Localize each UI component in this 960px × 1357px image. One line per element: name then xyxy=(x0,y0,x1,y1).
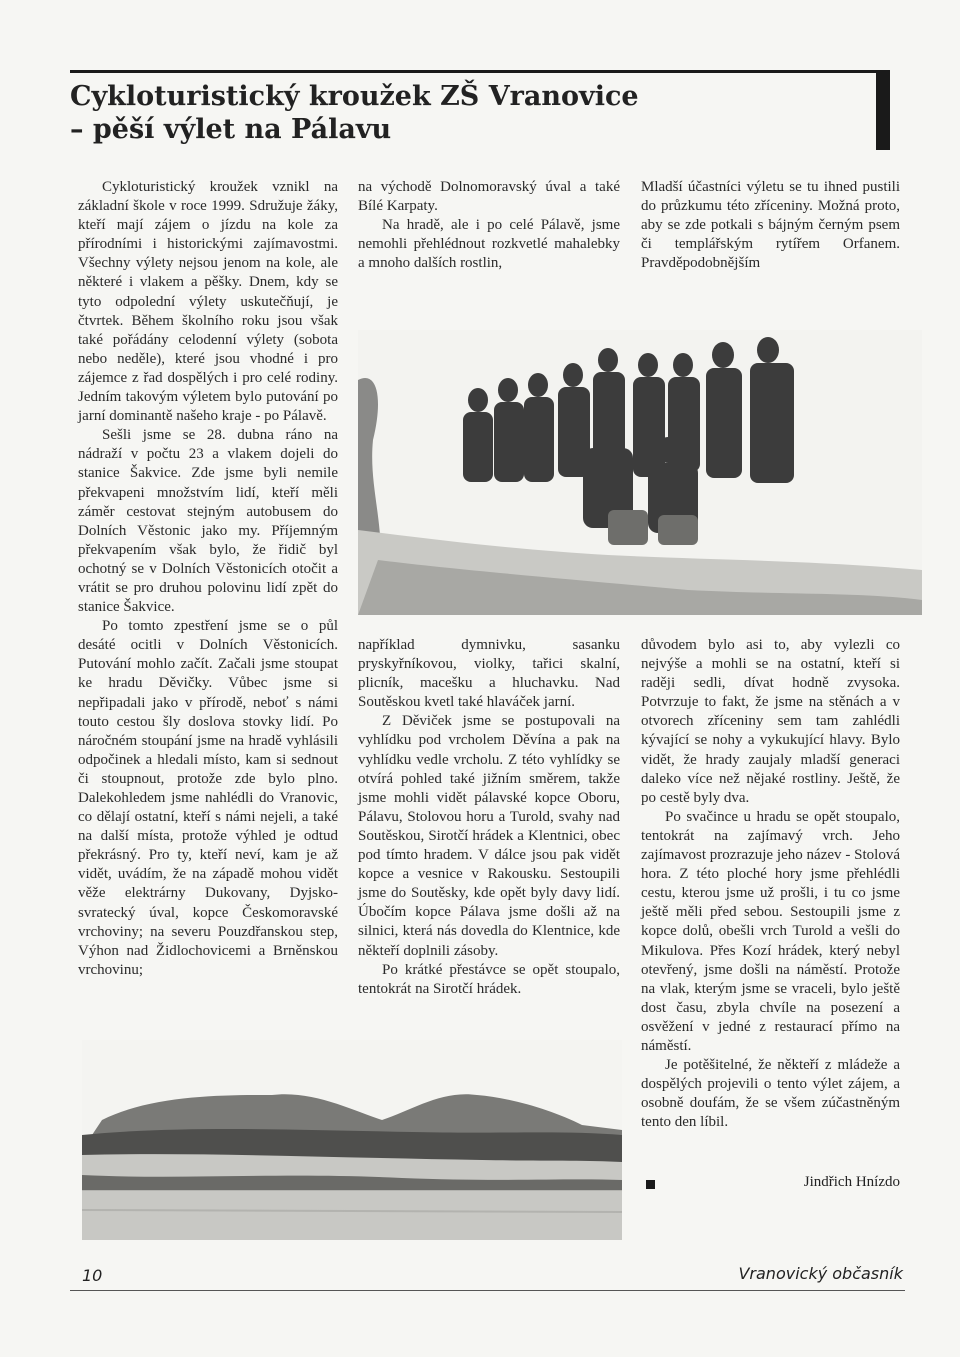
paragraph: například dymnivku, sasanku pryskyřníkovou, violky, tařici skalní, plicník, macešku a hluchavku. Nad Soutěskou kvetl také hlaváček jarní. xyxy=(358,637,620,711)
paragraph: Sešli jsme se 28. dubna ráno na nádraží v počtu 23 a vlakem dojeli do stanice Šakvice. Zde jsme byli nemile překvapeni množstvím lidí, kteří měli záměr cestovat stejným autobusem do Dolních Věstonic jako my. Příjemným překvapením však bylo, že řidič byl ochotný se v Dolních Věstonicích otočit a vrátit se pro druhou polovinu lidí zpět do stanice Šakvice. xyxy=(78,427,338,616)
paragraph: důvodem bylo asi to, aby vylezli co nejvýše a mohli se na ostatní, kteří si raději sedli, dívat hodně zvysoka. Potvrzuje to fakt, že jsme na stěnách a v otvorech zříceniny sem tam zahlédli kývající se nohy a vykukující hlavy. Bylo vidět, že hrady zaujaly mladší generaci daleko více než nějaké rostliny. Ještě, že po cestě byly dva. xyxy=(641,637,900,806)
end-mark xyxy=(646,1180,655,1189)
landscape-photo xyxy=(82,1040,622,1240)
author-name: Jindřich Hnízdo xyxy=(803,1174,900,1190)
paragraph: Mladší účastníci výletu se tu ihned pustili do průzkumu této zříceniny. Možná proto, aby se zde potkali s bájným černým psem či templářským rytířem Orfanem. Pravděpodobnějším xyxy=(641,179,900,272)
paragraph: Na hradě, ale i po celé Pálavě, jsme nemohli přehlédnout rozkvetlé mahalebky a mnoho dalších rostlin, xyxy=(358,217,620,272)
article-title xyxy=(70,80,870,146)
title-side-bar xyxy=(876,70,890,150)
group-photo xyxy=(358,330,922,615)
title-rule xyxy=(70,70,890,73)
column-3-top xyxy=(641,178,900,273)
paragraph: Po krátké přestávce se opět stoupalo, tentokrát na Sirotčí hrádek. xyxy=(358,961,620,997)
publication-name: Vranovický občasník xyxy=(738,1264,903,1283)
title-line-1: Cykloturistický kroužek ZŠ Vranovice xyxy=(70,81,639,112)
footer-rule xyxy=(70,1290,905,1291)
paragraph: Po svačince u hradu se opět stoupalo, tentokrát na zajímavý vrch. Jeho zajímavost prozrazuje jeho název - Stolová hora. Z této ploché hory jsme přehlédli cestu, kterou jsme už prošli, i tu co jsme ještě měli před sebou. Sestoupili jsme z kopce dolů, obešli vrch Turold a vešli do Mikulova. Přes Kozí hrádek, který nebyl otevřený, jsme došli na náměstí. Protože na vlak, kterým jsme se vraceli, bylo ještě dost času, zbyla chvíle na posezení a osvěžení v jedné z restaurací přímo na náměstí. xyxy=(641,808,900,1054)
column-2-bottom xyxy=(358,636,620,999)
column-2-top xyxy=(358,178,620,273)
landscape-photo-image xyxy=(82,1040,622,1240)
group-photo-image xyxy=(358,330,922,615)
paragraph: Z Děviček jsme se postupovali na vyhlídku pod vrcholem Děvína a pak na vyhlídku vedle vrcholu. Z této vyhlídky se otvírá pohled také jižním směrem, takže jsme mohli vidět pálavské kopce Oboru, Pálavu, Stolovou horu a Turold, svahy nad Soutěskou, Sirotčí hrádek a Klentnici, obec pod tímto hradem. V dálce jsou pak vidět kopce a vesnice v Rakousku. Sestoupili jsme do Soutěsky, kde opět byly davy lidí. Úbočím kopce Pálava jsme došli až na silnici, která nás dovedla do Klentnice, kde někteří doplnili zásoby. xyxy=(358,713,620,959)
paragraph: Po tomto zpestření jsme se o půl desáté ocitli v Dolních Věstonicích. Putování mohlo začít. Začali jsme stoupat ke hradu Děvičky. Vůbec jsme si nepřipadali jako v přírodě, neboť s námi touto cestou šly doslova stovky lidí. Po náročném stoupání jsme na hradě vyhlásili odpočinek a hledali místo, kam si sednout či stoupnout, protože zde bylo plno. Dalekohledem jsme nahlédli do Vranovic, co dělají ostatní, kteří s námi nejeli, a také na další místa, protože výhled je odtud překrásný. Pro ty, kteří neví, kam je až vidět, uvádím, že na západě mohou vidět věže elektrárny Dukovany, Dyjsko-svratecký úval, kopce Českomoravské vrchoviny; na severu Pouzdřanskou step, Výhon nad Židlochovicemi a Brněnskou vrchovinu; xyxy=(78,618,338,978)
paragraph: na východě Dolnomoravský úval a také Bílé Karpaty. xyxy=(358,179,620,215)
column-3-bottom xyxy=(641,636,900,1132)
paragraph: Cykloturistický kroužek vznikl na základní škole v roce 1999. Sdružuje žáky, kteří mají zájem o jízdu na kole za přírodními i historickými zajímavostmi. Všechny výlety nejsou jenom na kole, ale některé i vlakem a pěšky. Dnem, kdy se tyto odpolední výlety uskutečňují, je čtvrtek. Během školního roku jsou však také pořádány celodenní výlety (sobota nebo neděle), které jsou vhodné i pro zájemce z řad dospělých i pro celé rodiny. Jedním takovým výletem bylo putování po jarní dominantě našeho kraje - po Pálavě. xyxy=(78,179,338,425)
page-number: 10 xyxy=(82,1266,103,1285)
title-line-2: – pěší výlet na Pálavu xyxy=(70,114,392,145)
paragraph: Je potěšitelné, že někteří z mládeže a dospělých projevili o tento výlet zájem, a osobně doufám, že se všem zúčastněným tento den líbil. xyxy=(641,1057,900,1131)
column-1 xyxy=(78,178,338,980)
